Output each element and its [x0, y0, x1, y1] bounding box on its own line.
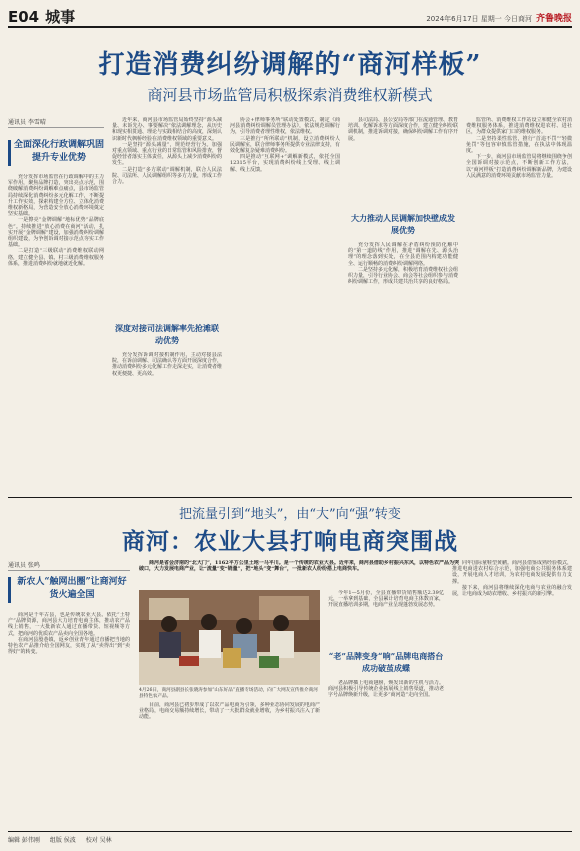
story2-byline-rule — [8, 570, 130, 571]
story1-column-b — [112, 117, 222, 317]
paragraph: 老品牌插上电商翅膀，焕发出新的生机与活力。商河县积极引导传统企业拓展线上销售渠道，推动老字号品牌焕新升级，让更多“商河造”走向全国。 — [328, 680, 444, 699]
paragraph: 协会+律师事务所”联动处置模式，制定《商河县消费纠纷调解员管理办法》，依法规范调解行为，引导消费者理性维权，依法维权。 — [230, 117, 340, 136]
photo-caption: 4月26日，商河县副县长张晓涛参加“山东好品”直播专场活动，向广大网友宣传推介商河县特色农产品。 — [139, 688, 318, 699]
paragraph: 充分发挥人民调解在矛盾纠纷预防化解中的“第一道防线”作用，推进“调解在先、源头治理”的理念落到实处，在全县范围内构建功能健全、运行顺畅的消费纠纷调解网络。 — [348, 242, 458, 267]
story1-title-bar — [8, 140, 11, 166]
event-photo-illustration — [139, 590, 320, 685]
story1-column-d — [348, 117, 458, 199]
story1-column-d2 — [348, 242, 458, 492]
paragraph: 四是推动“互联网+”调解新模式，依托全国12315平台，实现消费纠纷线上受理、线上调解、线上反馈。 — [230, 154, 340, 173]
paragraph: 近年来，商河县市场监管局始终坚持“源头减量、未诉先办、事要解决”依法调解理念，从历史和现实相贯通、理论与实践相结合的高度，深刻认识新时代枫桥经验在消费维权领域的重要意义。 — [112, 117, 222, 142]
paragraph: 充分发挥市场监管在行政调解中的主力军作用，聚焦品牌打造，突出亮点示范，围绕破解消费纠纷调解难点痛点，县市场监管局持续深化消费纠纷多元化解工作，不断提升工作实效，探索构建全方位、立体化消费维权新格局，为营造安全放心消费环境奠定坚实基础。 — [8, 174, 104, 218]
paragraph: 在商河县殷巷镇，返乡创业青年通过直播把当地的特色农产品推介给全国网友，实现了从“卖得出”到“卖得好”的转变。 — [8, 636, 130, 656]
paragraph: 二是坚持多元化解，积极培育消费维权社会组织力量，引导行业协会、商会等社会组织参与消费纠纷调解工作，形成共建共治共享的良好格局。 — [348, 266, 458, 286]
story2-column-c — [328, 590, 444, 646]
story1-column-c — [230, 117, 340, 492]
story2-byline: 通讯员 张鸣 — [8, 562, 40, 569]
story2-title-bar — [8, 577, 11, 603]
story2-kicker: 把流量引到“地头”，由“大”向“强”转变 — [179, 507, 401, 522]
story1-byline-rule — [8, 127, 104, 128]
story2-lead — [139, 560, 459, 588]
story2-column-c2 — [328, 680, 444, 826]
story1-column-a — [8, 174, 104, 492]
paragraph: 下一步，商河县市场监管局将继续围绕争创全国诉调对接示范点，不断创新工作方法，以“商河样板”打造消费纠纷调解新品牌，为建设人民满意的消费环境贡献市场监管力量。 — [466, 154, 572, 179]
story1-side-title: 全面深化行政调解巩固提升专业优势 — [14, 140, 105, 163]
story2-side-title: 新农人“触网出圈”让商河好货火遍全国 — [17, 577, 127, 600]
story2-subheading: “老”品牌变身“响”品牌电商搭台成功破茧成蝶 — [328, 651, 444, 673]
page-footer — [8, 831, 572, 844]
page-number: E04 — [8, 8, 40, 26]
paragraph: 充分发挥诉调对接机制作用，主动对接县法院，在诉前调解、司法确认等方面开展深度合作，推动消费纠纷多元化解工作走深走实，让消费者维权更便捷、更高效。 — [112, 352, 222, 377]
paragraph: 一是擦亮“金牌调解”地标优势“品牌底色”。持续推进“放心消费在商河”活动，扎实开展“金牌调解”建设，加强消费纠纷调解组织建设，为争创诉调对接示范点夯实工作基础。 — [8, 217, 104, 249]
page-header — [8, 6, 572, 28]
story1-column-e — [466, 117, 572, 492]
lead-paragraph: 商河是省会济南的“北大门”，1162平方公里土地一马平川。是一个传统的农业大县。近年来，商河县借助乡村振兴东风，以特色农产品为突破口，大力发展电商产业，让“流量”变“销量”，把“地头”变“舞台”，一批新农人纷纷搭上电商快车。 — [139, 560, 459, 573]
story2-headline: 商河：农业大县打响电商突围战 — [122, 528, 458, 555]
designer-credit: 组版 侯波 — [49, 837, 76, 844]
section-name: 城事 — [45, 8, 76, 26]
story1-column-b2 — [112, 352, 222, 492]
date-line: 2024年6月17日 星期一 今日商河 — [426, 15, 532, 23]
page-label — [8, 6, 75, 27]
story1-headline: 打造消费纠纷调解的“商河样板” — [98, 50, 482, 80]
story2-column-a — [8, 612, 130, 826]
event-photo — [139, 590, 320, 685]
newspaper-brand: 齐鲁晚报 — [535, 14, 572, 24]
story-divider — [8, 497, 572, 498]
paragraph: 接下来，商河县将继续深化电商与农业的融合发展，让电商成为助农增收、乡村振兴的新引擎。 — [452, 584, 572, 598]
editor-credit: 编辑 彭伟刚 — [8, 837, 40, 844]
story1-byline: 通讯员 李雪晴 — [8, 119, 46, 126]
story1-subheading-1: 深度对接司法调解率先抢滩联动优势 — [115, 323, 219, 345]
paragraph: 商河是千年古县，也是传统农业大县。依托“土特产”品牌资源，商河县大力培育电商主体，推动农产品线上销售，一大批新农人通过直播带货、短视频等方式，把商河的优质农产品卖向全国各地。 — [8, 612, 130, 637]
paragraph: 一是坚持“源头减量”，规范经营行为。加强对重点领域、重点行业的日常监管和风险排查，督促经营者落实主体责任，从源头上减少消费纠纷的发生。 — [112, 141, 222, 167]
header-date-brand — [426, 11, 572, 24]
story2-column-d — [452, 560, 572, 826]
paragraph: 二是坚持柔性监管，推行“首违不罚”“轻微免罚”等包容审慎监管措施，在执法中体现温度。 — [466, 135, 572, 155]
story1-subheading-2: 大力推动人民调解加快壁成发展优势 — [351, 213, 455, 235]
paragraph: 今年1—5月份，全县直播带货销售额达2.39亿元，一举拿到基础，全县累计培育电商主体数百家，开展直播培训多期，电商产业呈现蓬勃发展态势。 — [328, 590, 444, 609]
paragraph: 三是推行“所所联动”机制，设立消费纠纷人民调解室，联合律师事务所提供专业法律支持，有效化解复杂疑难消费纠纷。 — [230, 135, 340, 155]
paragraph: 监管所、消费维权工作站设立和健全农村消费维权服务体系，推进消费维权进农村、进社区，为群众提供家门口的维权服务。 — [466, 117, 572, 136]
story1-subheadline: 商河县市场监管局积极探索消费维权新模式 — [147, 86, 433, 104]
paragraph: 二是打造“三级联动”消费维权联动网络，建立健全县、镇、村三级消费维权服务体系，推进消费纠纷就地就近化解。 — [8, 248, 104, 267]
paragraph: 同年国际童鞋型黄鹂。商河县借鉴成熟经验模式，推进电商进农村综合示范，加强电商公共服务体系建设，开展电商人才培训，为农村电商发展提供有力支撑。 — [452, 560, 572, 585]
paragraph: 目前，商河县已初步形成了以农产品电商为引领，多种业态协同发展的电商产业格局，电商交易额持续增长，带动了一大批群众就业增收，为乡村振兴注入了新动能。 — [139, 702, 320, 721]
story2-column-b — [139, 702, 320, 826]
proofreader-credit: 校对 吴林 — [85, 837, 112, 844]
paragraph: 县司法局、县公安局等部门在流通管理、教育培训、化解诉求等方面深度合作，建立健全纠纷联调机制，推进诉调对接，确保纠纷调解工作有序开展。 — [348, 117, 458, 142]
paragraph: 二是打造“多方联动”调解机制，联合人民法院、司法所、人民调解组织等多方力量，形成工作合力。 — [112, 166, 222, 186]
